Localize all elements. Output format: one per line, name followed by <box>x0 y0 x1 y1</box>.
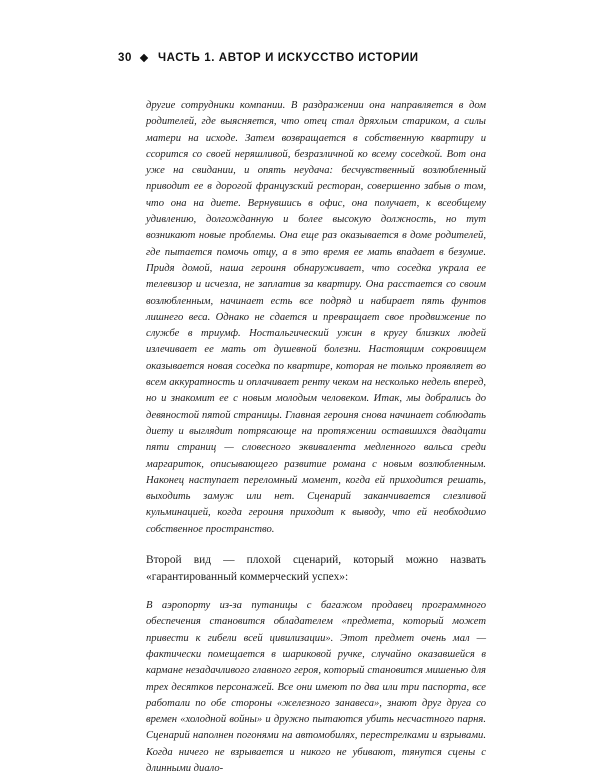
quoted-example-2: В аэропорту из-за путаницы с багажом продавец программного обеспечения становится обладателем «предмета, который может привести к гибели всей цивилизации». Этот предмет очень мал — фактически помещается в шариковой ручке, случайно оказавшейся в кармане незадачливого главного героя, который становится мишенью для трех десятков персонажей. Все они имеют по два или три паспорта, все работали по обе стороны «железного занавеса», знают друг друга со времен «холодной войны» и дружно пытаются убить несчастного парня. Сценарий наполнен погонями на автомобилях, перестрелками и взрывами. Когда ничего не взрывается и никого не убивают, тянутся сцены с длинными диало- <box>146 600 486 774</box>
running-header <box>118 52 419 64</box>
body-paragraph: Второй вид — плохой сценарий, который можно назвать «гарантированный коммерческий успех»: <box>146 554 486 584</box>
diamond-icon <box>140 54 148 62</box>
page-number: 30 <box>118 52 132 64</box>
body-text <box>146 98 486 777</box>
quoted-example-1: другие сотрудники компании. В раздражении она направляется в дом родителей, где выясняется, что отец стал дряхлым стариком, а силы матери на исходе. Затем возвращается в собственную квартиру и ссорится со своей неряшливой, безразличной ко всему соседкой. Вот она уже на свидании, и опять неудача: бесчувственный возлюбленный приводит ее в дорогой французский ресторан, совершенно забыв о том, что она на диете. Вернувшись в офис, она получает, к всеобщему удивлению, долгожданную и более высокую должность, но тут возникают новые проблемы. Она еще раз оказывается в доме родителей, где пытается помочь отцу, а в это время ее мать впадает в безумие. Придя домой, наша героиня обнаруживает, что соседка украла ее телевизор и исчезла, не заплатив за квартиру. Она расстается со своим возлюбленным, начинает есть все подряд и набирает пять фунтов лишнего веса. Однако не сдается и превращает свое продвижение по службе в триумф. Ностальгический ужин в кругу близких людей излечивает ее мать от душевной болезни. Настоящим сокровищем оказывается новая соседка по квартире, которая не только проявляет во всем аккуратность и оплачивает ренту чеком на несколько недель вперед, но и знакомит ее с новым молодым человеком. Итак, мы добрались до девяностой пятой страницы. Главная героиня снова начинает соблюдать диету и выглядит потрясающе на протяжении оставшихся двадцати пяти страниц — словесного эквивалента медленного вальса среди маргариток, описывающего развитие романа с новым возлюбленным. Наконец наступает переломный момент, когда ей приходится решать, выходить замуж или нет. Сценарий заканчивается слезливой кульминацией, когда героиня приходит к выводу, что ей необходимо собственное пространство. <box>146 100 486 535</box>
chapter-title: ЧАСТЬ 1. АВТОР И ИСКУССТВО ИСТОРИИ <box>158 52 419 64</box>
